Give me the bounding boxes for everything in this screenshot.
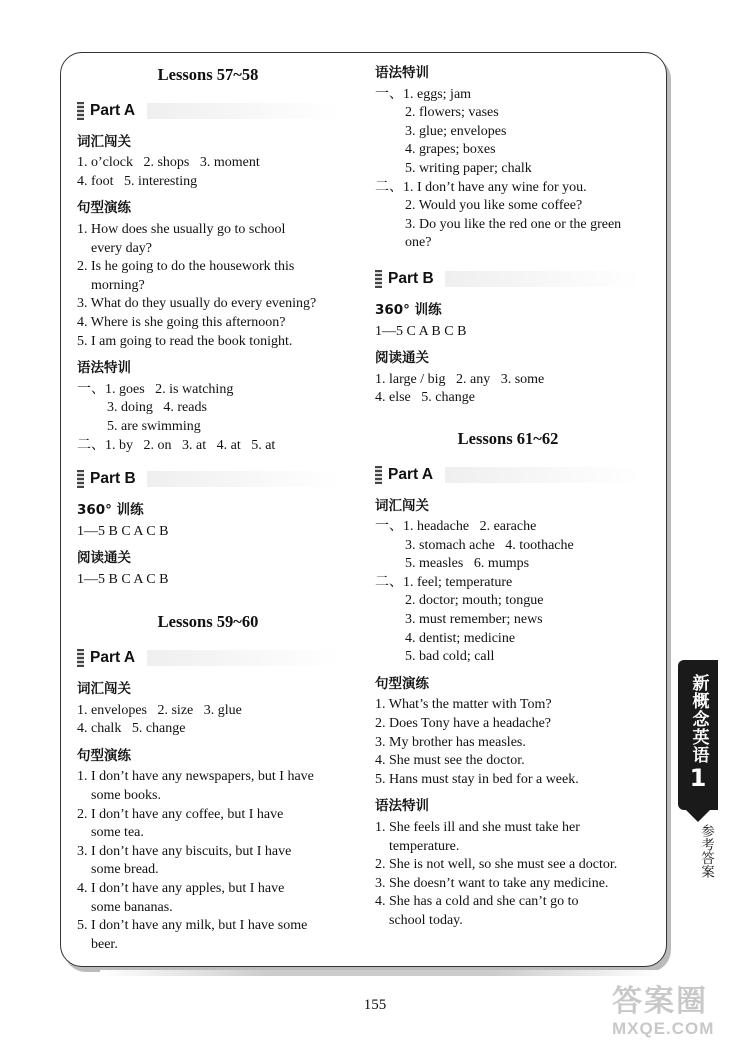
answer-line: 4. I don’t have any apples, but I have bbox=[77, 881, 285, 896]
answer-line: 3. I don’t have any biscuits, but I have bbox=[77, 843, 292, 859]
answer-line: 二、1. feel; temperature bbox=[375, 574, 513, 590]
part-b-heading: Part B bbox=[77, 467, 339, 491]
answer-line: 4. grapes; boxes bbox=[405, 142, 496, 158]
answer-line: some tea. bbox=[91, 825, 144, 841]
training-heading: 360° 训练 bbox=[375, 301, 442, 318]
part-a-heading: Part A bbox=[375, 463, 641, 487]
answer-line: 2. She is not well, so she must see a doctor. bbox=[375, 857, 618, 873]
grammar-heading: 语法特训 bbox=[375, 65, 429, 81]
right-column bbox=[375, 64, 641, 931]
answer-line: 5. I am going to read the book tonight. bbox=[77, 333, 293, 349]
answer-line: 3. doing 4. reads bbox=[107, 400, 207, 416]
answer-line: school today. bbox=[389, 912, 463, 928]
lesson-title-57-58: Lessons 57~58 bbox=[157, 65, 259, 84]
answer-line: 2. flowers; vases bbox=[405, 105, 499, 121]
answer-line: 2. I don’t have any coffee, but I have bbox=[77, 806, 284, 822]
answer-line: 1. She feels ill and she must take her bbox=[375, 820, 580, 835]
part-bar-icon bbox=[375, 270, 382, 288]
answer-line: 1. What’s the matter with Tom? bbox=[375, 697, 552, 713]
sentence-heading: 句型演练 bbox=[77, 747, 131, 764]
answer-line: 2. Would you like some coffee? bbox=[405, 198, 583, 214]
frame-shadow bbox=[100, 970, 660, 976]
book-side-tab bbox=[678, 660, 718, 810]
answer-line: 3. must remember; news bbox=[405, 612, 543, 628]
sentence-heading: 句型演练 bbox=[77, 200, 131, 217]
sentence-heading: 句型演练 bbox=[375, 675, 429, 692]
answer-line: 2. Does Tony have a headache? bbox=[375, 716, 552, 732]
part-b-heading: Part B bbox=[375, 267, 641, 291]
lesson-title-59-60: Lessons 59~60 bbox=[157, 612, 259, 632]
answer-line: 1—5 B C A C B bbox=[77, 571, 169, 587]
grammar-heading: 语法特训 bbox=[375, 798, 429, 815]
side-tab-number: 1 bbox=[689, 764, 707, 792]
answer-line: 1. How does she usually go to school bbox=[77, 221, 286, 237]
part-bar-icon bbox=[77, 470, 84, 488]
watermark: 答案圈 MXQE.COM bbox=[612, 985, 715, 1038]
answer-line: 4. dentist; medicine bbox=[405, 630, 516, 646]
grammar-heading: 语法特训 bbox=[77, 360, 131, 377]
vocab-heading: 词汇闯关 bbox=[375, 497, 429, 514]
answer-line: 1. envelopes 2. size 3. glue bbox=[77, 702, 242, 718]
answer-line: 5. I don’t have any milk, but I have some bbox=[77, 918, 308, 934]
answer-line: 4. Where is she going this afternoon? bbox=[77, 314, 286, 330]
reading-heading: 阅读通关 bbox=[77, 550, 131, 567]
part-a-heading: Part A bbox=[77, 646, 339, 670]
answer-line: every day? bbox=[91, 240, 153, 256]
answer-line: 1—5 B C A C B bbox=[77, 523, 169, 539]
training-heading: 360° 训练 bbox=[77, 502, 144, 519]
answer-line: 5. measles 6. mumps bbox=[405, 556, 530, 572]
left-column bbox=[77, 64, 339, 954]
answer-line: 4. She must see the doctor. bbox=[375, 753, 525, 769]
answer-line: 1. I don’t have any newspapers, but I have bbox=[77, 769, 314, 785]
answer-line: 3. My brother has measles. bbox=[375, 734, 526, 750]
part-bar-icon bbox=[77, 649, 84, 667]
answer-line: 二、1. I don’t have any wine for you. bbox=[375, 179, 587, 195]
reading-heading: 阅读通关 bbox=[375, 350, 429, 367]
answer-line: 5. Hans must stay in bed for a week. bbox=[375, 771, 579, 787]
answer-line: 2. doctor; mouth; tongue bbox=[405, 593, 544, 609]
answer-line: 3. stomach ache 4. toothache bbox=[405, 537, 574, 553]
answer-line: 4. else 5. change bbox=[375, 390, 475, 406]
answer-line: 1—5 C A B C B bbox=[375, 323, 467, 339]
answer-line: 5. bad cold; call bbox=[405, 649, 495, 665]
answer-line: 1. o’clock 2. shops 3. moment bbox=[77, 155, 260, 171]
answer-line: 3. Do you like the red one or the green bbox=[405, 216, 622, 232]
answer-line: 一、1. headache 2. earache bbox=[375, 519, 537, 535]
answer-line: 一、1. goes 2. is watching bbox=[77, 381, 234, 397]
answer-line: beer. bbox=[91, 936, 118, 952]
answer-line: 二、1. by 2. on 3. at 4. at 5. at bbox=[77, 437, 276, 453]
answer-line: 3. glue; envelopes bbox=[405, 123, 507, 139]
arrow-down-icon bbox=[684, 808, 712, 822]
answer-line: 一、1. eggs; jam bbox=[375, 86, 472, 102]
answer-line: 4. She has a cold and she can’t go to bbox=[375, 894, 579, 910]
side-tab-title: 新概念英语 bbox=[688, 674, 709, 764]
vocab-heading: 词汇闯关 bbox=[77, 681, 131, 698]
answer-line: 5. are swimming bbox=[107, 418, 201, 434]
answer-line: one? bbox=[405, 235, 432, 251]
answer-line: 3. What do they usually do every evening? bbox=[77, 296, 317, 312]
answer-line: temperature. bbox=[389, 838, 460, 854]
answer-line: some books. bbox=[91, 788, 161, 804]
side-answer-label: 参考答案 bbox=[698, 824, 714, 878]
answer-line: 3. She doesn’t want to take any medicine. bbox=[375, 875, 609, 891]
part-bar-icon bbox=[77, 102, 84, 120]
answer-line: 1. large / big 2. any 3. some bbox=[375, 371, 545, 387]
answer-line: 5. writing paper; chalk bbox=[405, 160, 532, 176]
lesson-title-61-62: Lessons 61~62 bbox=[457, 428, 559, 448]
answer-line: some bread. bbox=[91, 862, 159, 878]
answer-line: 4. foot 5. interesting bbox=[77, 173, 198, 189]
answer-line: 4. chalk 5. change bbox=[77, 721, 186, 737]
part-a-heading: Part A bbox=[77, 99, 339, 123]
answer-line: morning? bbox=[91, 277, 145, 293]
answer-line: 2. Is he going to do the housework this bbox=[77, 259, 295, 275]
answer-line: some bananas. bbox=[91, 899, 173, 915]
page-number: 155 bbox=[363, 997, 387, 1013]
part-bar-icon bbox=[375, 466, 382, 484]
vocab-heading: 词汇闯关 bbox=[77, 133, 131, 150]
